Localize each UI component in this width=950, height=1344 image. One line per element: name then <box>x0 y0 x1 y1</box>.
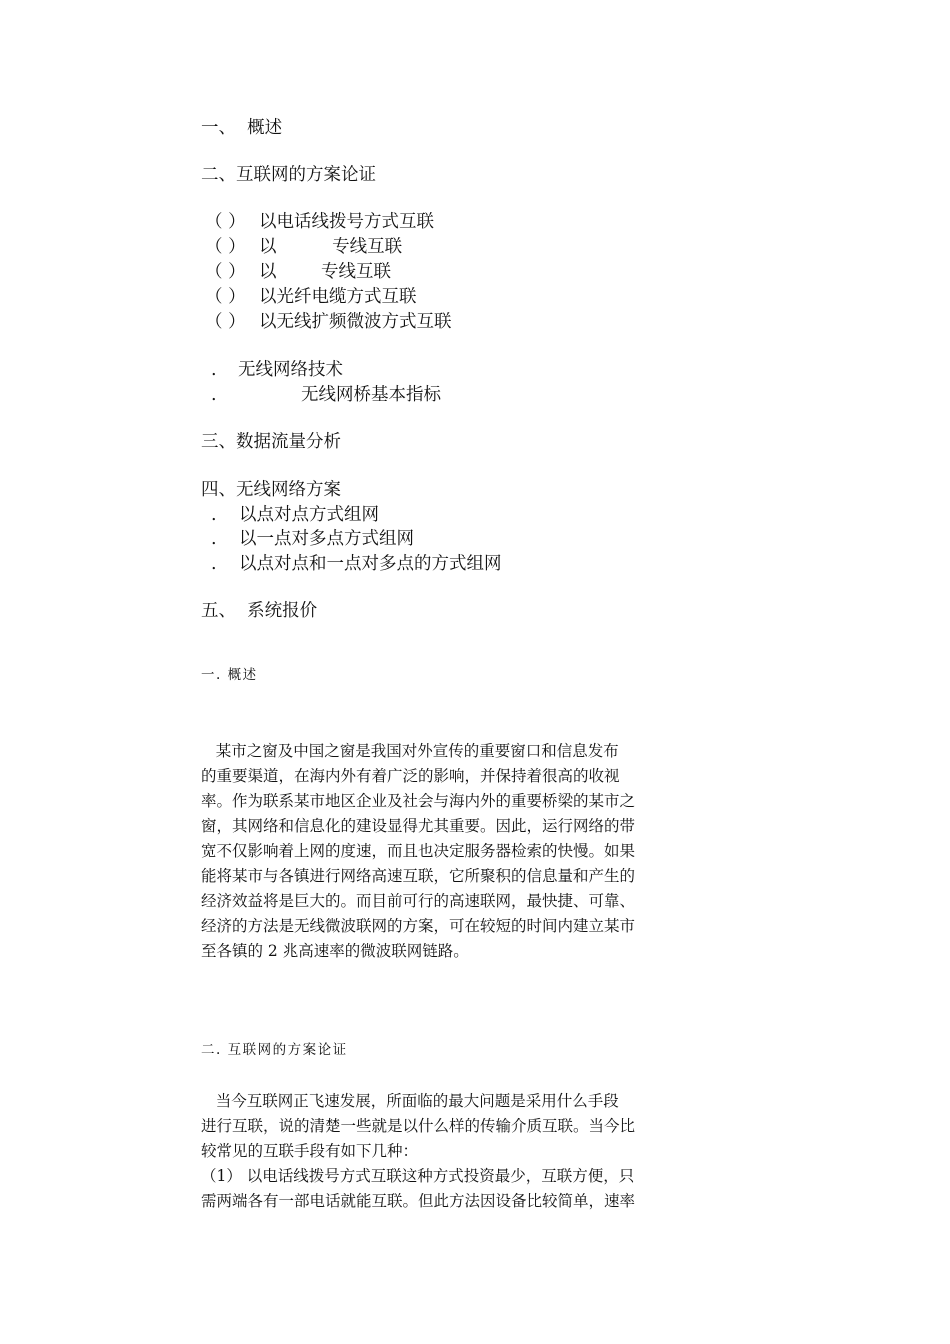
body-line: 的重要渠道，在海内外有着广泛的影响，并保持着很高的收视 <box>201 767 620 785</box>
toc-s4-mark-1: . <box>211 505 217 525</box>
toc-s4-item-2: 以一点对多点方式组网 <box>239 529 414 549</box>
body-line: 至各镇的 2 兆高速率的微波联网链路。 <box>201 942 469 960</box>
body-line: 进行互联，说的清楚一些就是以什么样的传输介质互联。当今比 <box>201 1117 636 1135</box>
toc-s4-mark-3: . <box>211 554 217 574</box>
body-line: 较常见的互联手段有如下几种： <box>201 1142 419 1160</box>
toc-section-1: 一、 概述 <box>201 118 283 138</box>
toc-tech-mark-2: . <box>211 385 217 405</box>
toc-s2-item-1: 以电话线拨号方式互联 <box>259 212 434 232</box>
body-line: 某市之窗及中国之窗是我国对外宣传的重要窗口和信息发布 <box>201 742 619 760</box>
toc-s2-item-3: 以 专线互联 <box>259 262 392 282</box>
toc-s2-mark-1: （ ） <box>205 212 246 232</box>
toc-tech-item-2: 无线网桥基本指标 <box>301 385 441 405</box>
toc-s2-item-5: 以无线扩频微波方式互联 <box>259 312 452 332</box>
toc-s2-item-4: 以光纤电缆方式互联 <box>259 287 417 307</box>
body-line: 率。作为联系某市地区企业及社会与海内外的重要桥梁的某市之 <box>201 792 636 810</box>
toc-s2-mark-4: （ ） <box>205 287 246 307</box>
body-line: 经济的方法是无线微波联网的方案，可在较短的时间内建立某市 <box>201 917 636 935</box>
section-2-heading: 二. 互联网的方案论证 <box>201 1042 348 1058</box>
body-line: 能将某市与各镇进行网络高速互联，它所聚积的信息量和产生的 <box>201 867 636 885</box>
body-line: 宽不仅影响着上网的度速，而且也决定服务器检索的快慢。如果 <box>201 842 636 860</box>
toc-s4-item-1: 以点对点方式组网 <box>239 505 379 525</box>
toc-s2-mark-5: （ ） <box>205 312 246 332</box>
toc-section-4: 四、无线网络方案 <box>201 480 341 500</box>
toc-s2-item-2: 以 专线互联 <box>259 237 403 257</box>
body-line: 经济效益将是巨大的。而目前可行的高速联网，最快捷、可靠、 <box>201 892 636 910</box>
toc-section-5: 五、 系统报价 <box>201 601 318 621</box>
toc-s4-mark-2: . <box>211 529 217 549</box>
toc-s4-item-3: 以点对点和一点对多点的方式组网 <box>239 554 502 574</box>
toc-section-2: 二、互联网的方案论证 <box>201 165 376 185</box>
toc-tech-mark-1: . <box>211 360 217 380</box>
body-line: 当今互联网正飞速发展，所面临的最大问题是采用什么手段 <box>201 1092 619 1110</box>
section-1-body <box>201 739 681 964</box>
section-2-body <box>201 1089 681 1214</box>
body-line: 窗，其网络和信息化的建设显得尤其重要。因此，运行网络的带 <box>201 817 636 835</box>
toc-s2-mark-3: （ ） <box>205 262 246 282</box>
section-1-heading: 一. 概述 <box>201 667 258 683</box>
body-line: 需两端各有一部电话就能互联。但此方法因设备比较简单，速率 <box>201 1192 636 1210</box>
body-line: （1） 以电话线拨号方式互联这种方式投资最少，互联方便，只 <box>201 1167 635 1185</box>
toc-tech-item-1: 无线网络技术 <box>238 360 343 380</box>
toc-s2-mark-2: （ ） <box>205 237 246 257</box>
toc-section-3: 三、数据流量分析 <box>201 432 341 452</box>
